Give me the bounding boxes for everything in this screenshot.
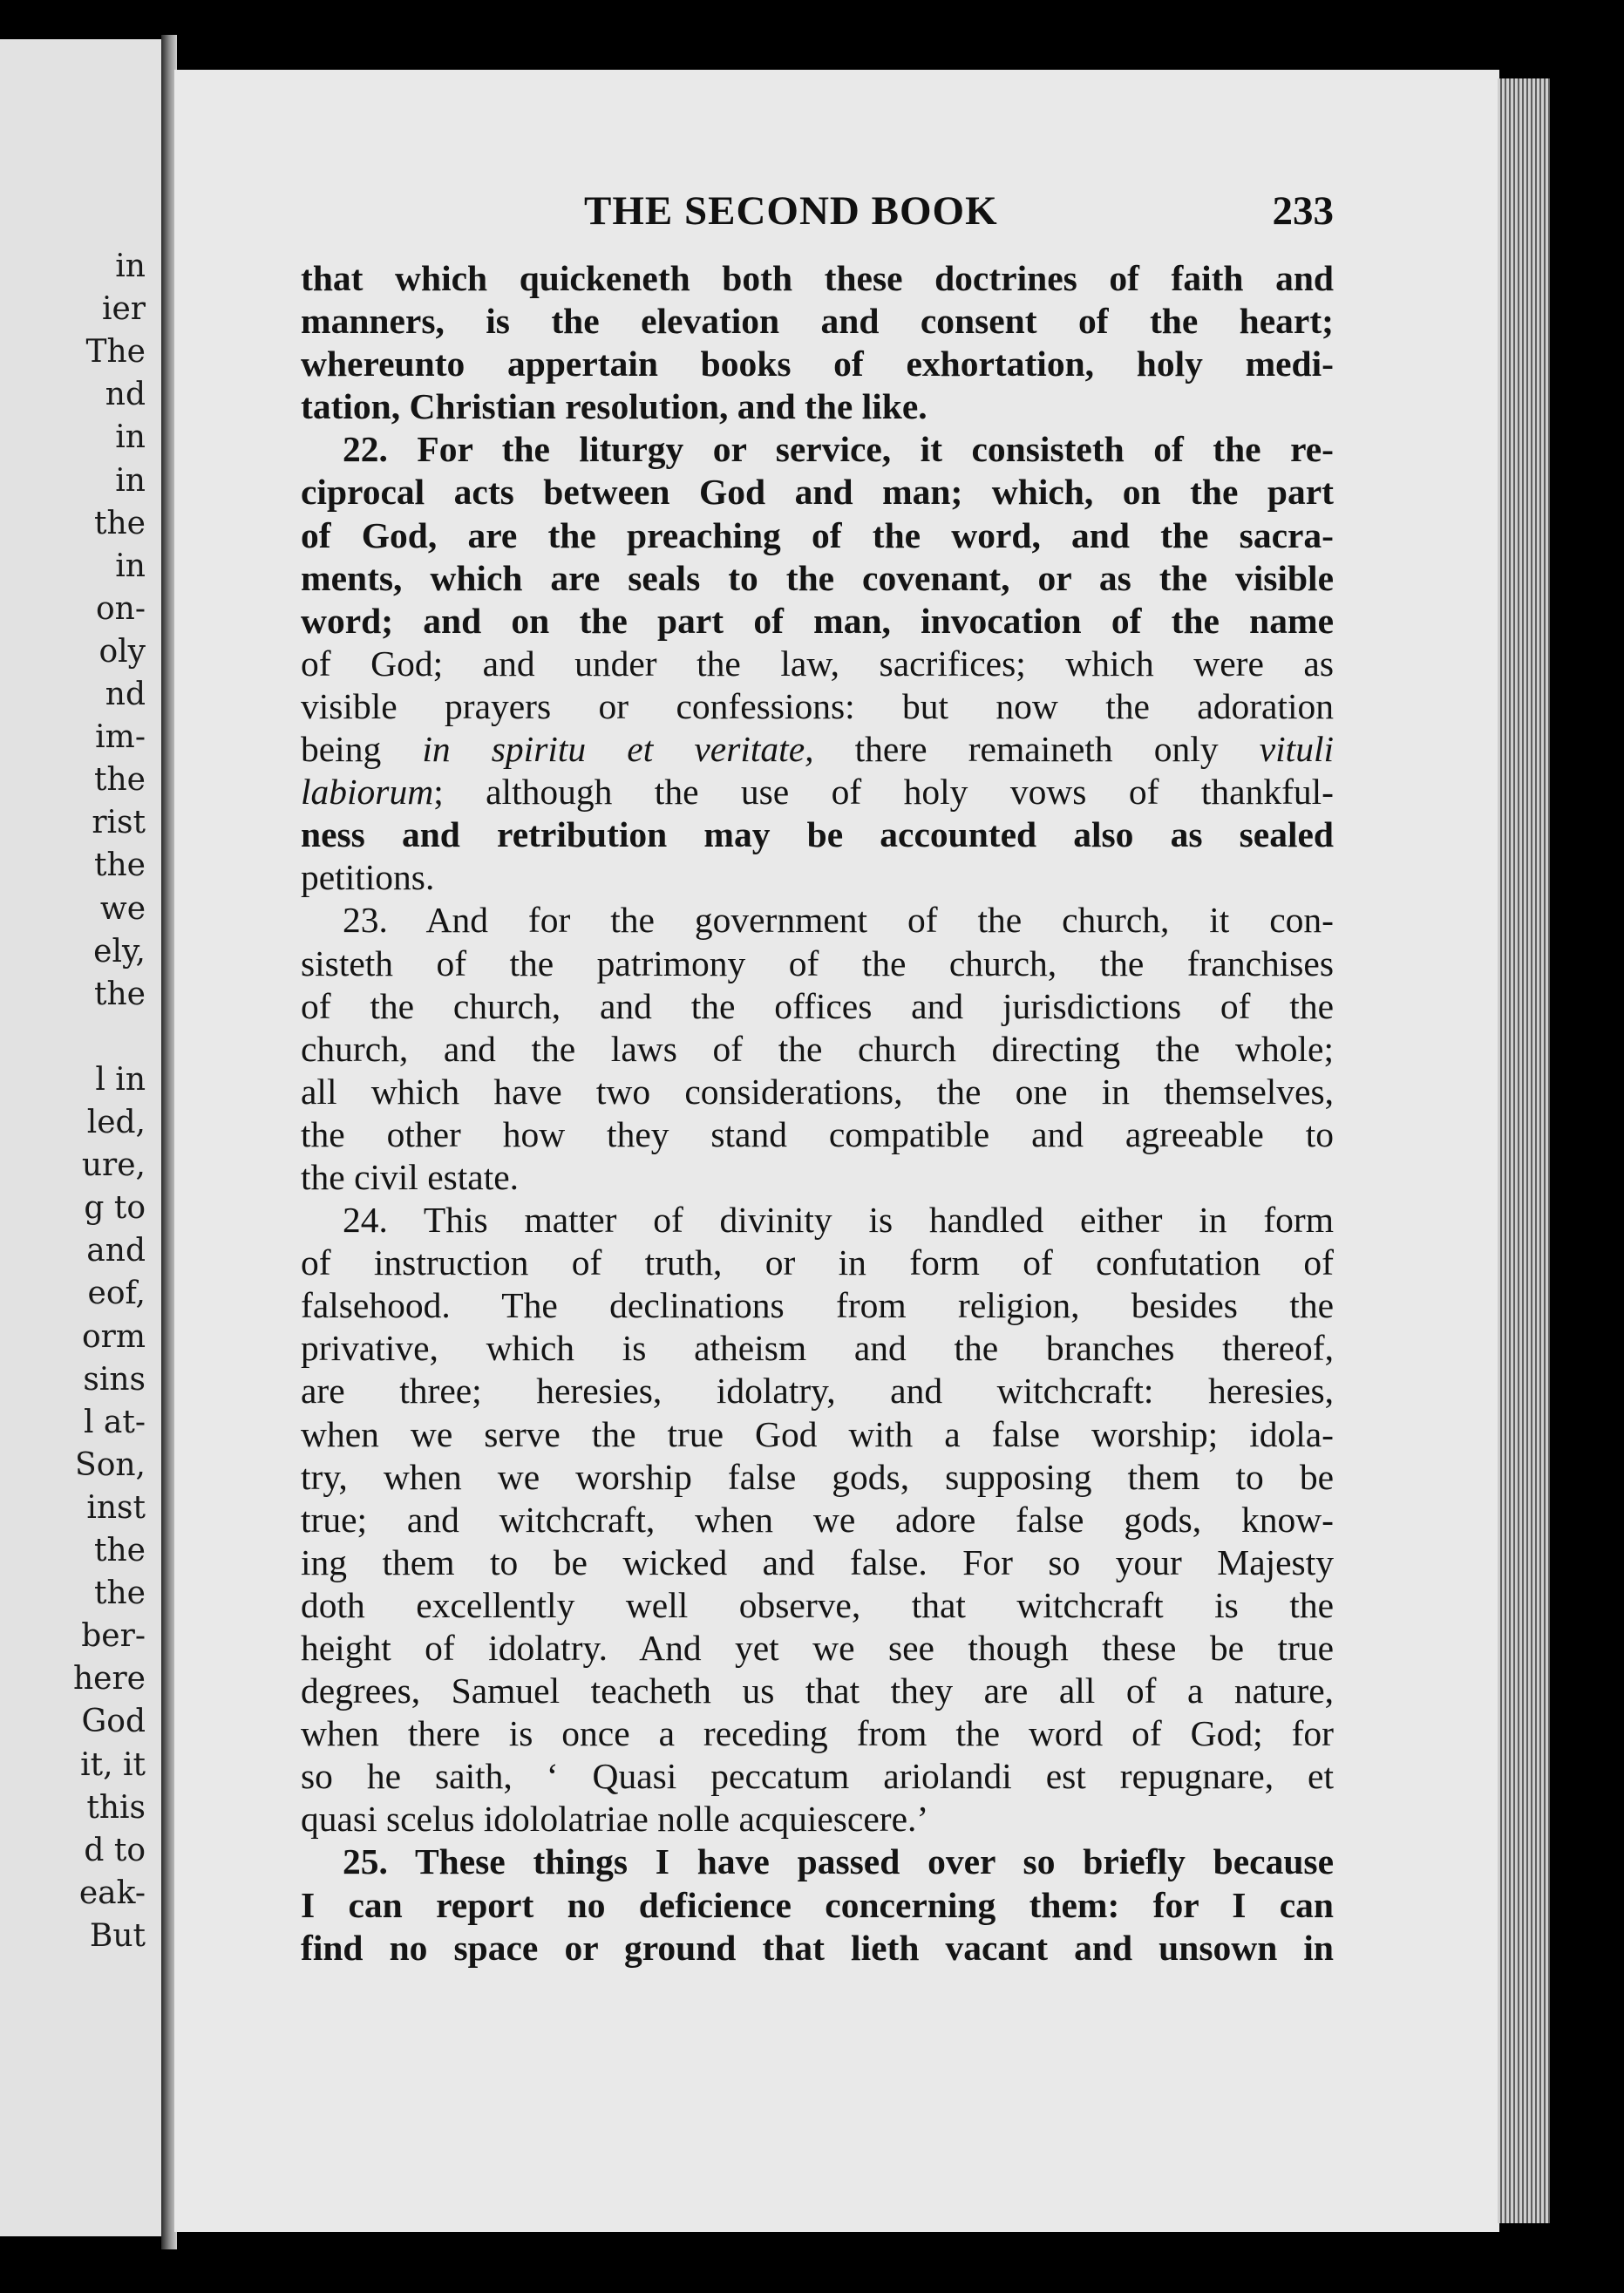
previous-page-line: the xyxy=(94,1575,146,1612)
italic-phrase: vituli xyxy=(1259,729,1335,770)
text-run: ; although the use of holy vows of thankful- xyxy=(433,772,1334,813)
previous-page-line: and xyxy=(86,1233,146,1269)
previous-page-line: eof, xyxy=(87,1276,146,1312)
text-line: quasi scelus idololatriae nolle acquiescere.’ xyxy=(301,1799,929,1840)
text-line: the other how they stand compatible and agreeable to xyxy=(301,1113,1334,1154)
previous-page-line: the xyxy=(94,1533,146,1568)
text-line xyxy=(301,728,1334,771)
text-line: ing them to be wicked and false. For so your Majesty xyxy=(301,1541,1334,1582)
text-line: ness and retribution may be accounted also as sealed xyxy=(301,814,1334,855)
body-text xyxy=(301,257,1334,1970)
previous-page-line: here xyxy=(72,1661,146,1698)
previous-page-line: on- xyxy=(95,590,146,627)
page-header xyxy=(296,187,1334,240)
previous-page-line: d to xyxy=(84,1832,146,1868)
previous-page-line: the xyxy=(94,847,146,884)
previous-page-line: led, xyxy=(86,1105,146,1140)
previous-page-line: the xyxy=(94,976,146,1012)
text-line: try, when we worship false gods, supposing them to be xyxy=(301,1456,1334,1497)
text-line: 25. These things I have passed over so briefly because xyxy=(343,1841,1334,1882)
text-line: true; and witchcraft, when we adore false gods, know- xyxy=(301,1499,1334,1540)
previous-page-line: eak- xyxy=(78,1875,146,1911)
previous-page-line: sins xyxy=(83,1361,146,1398)
previous-page-line: g to xyxy=(84,1190,146,1227)
text-line: all which have two considerations, the one in themselves, xyxy=(301,1071,1334,1112)
text-line: are three; heresies, idolatry, and witchcraft: heresies, xyxy=(301,1371,1334,1412)
text-line: ciprocal acts between God and man; which, on the part xyxy=(301,472,1334,513)
text-line: height of idolatry. And yet we see though these be true xyxy=(301,1628,1334,1668)
previous-page-line: l at- xyxy=(83,1404,146,1440)
italic-phrase: in spiritu et veritate, xyxy=(422,729,814,770)
previous-page-line: ure, xyxy=(81,1147,146,1184)
text-line: manners, is the elevation and consent of the heart; xyxy=(301,301,1334,342)
text-run: being xyxy=(301,729,423,770)
text-line: I can report no deficience concerning them: for I can xyxy=(301,1884,1334,1925)
text-line: 24. This matter of divinity is handled either in form xyxy=(343,1200,1334,1241)
previous-page-line: nd xyxy=(105,677,146,712)
text-line: that which quickeneth both these doctrines of faith and xyxy=(301,258,1334,298)
previous-page-line: im- xyxy=(95,719,146,756)
previous-page-line: the xyxy=(94,762,146,799)
previous-page-line: in xyxy=(115,548,146,584)
page-edges xyxy=(1498,78,1550,2223)
text-line: ments, which are seals to the covenant, or as the visible xyxy=(301,557,1334,598)
italic-phrase: labiorum xyxy=(301,772,434,813)
previous-page-line: we xyxy=(99,890,146,927)
text-line: 22. For the liturgy or service, it consisteth of the re- xyxy=(343,429,1334,470)
text-line: word; and on the part of man, invocation of the name xyxy=(301,600,1334,641)
previous-page-line: God xyxy=(81,1704,146,1740)
previous-page-line: l in xyxy=(95,1061,146,1098)
text-line: tation, Christian resolution, and the like. xyxy=(301,386,928,427)
page-number: 233 xyxy=(1272,188,1334,234)
previous-page-line: The xyxy=(85,334,146,371)
previous-page-line: it, it xyxy=(80,1746,146,1783)
text-line: of God, are the preaching of the word, and the sacra- xyxy=(301,514,1334,555)
text-line: privative, which is atheism and the branches thereof, xyxy=(301,1328,1334,1369)
running-title: THE SECOND BOOK xyxy=(584,188,998,234)
text-line: degrees, Samuel teacheth us that they are all of a nature, xyxy=(301,1670,1334,1711)
text-line: when there is once a receding from the word of God; for xyxy=(301,1713,1334,1754)
previous-page-line: ier xyxy=(101,291,146,328)
previous-page-line: in xyxy=(115,462,146,499)
previous-page-line: nd xyxy=(105,377,146,413)
previous-page-fragment xyxy=(0,39,166,2236)
text-line: find no space or ground that lieth vacant and unsown in xyxy=(301,1927,1334,1968)
text-line: so he saith, ‘ Quasi peccatum ariolandi est repugnare, et xyxy=(301,1756,1334,1797)
text-line: doth excellently well observe, that witchcraft is the xyxy=(301,1584,1334,1625)
text-line: of God; and under the law, sacrifices; which were as xyxy=(301,643,1334,684)
text-line: petitions. xyxy=(301,857,435,898)
previous-page-line: rist xyxy=(92,805,146,841)
text-line: of the church, and the offices and jurisdictions of the xyxy=(301,985,1334,1026)
previous-page-line: the xyxy=(94,505,146,541)
previous-page-line: orm xyxy=(81,1318,146,1355)
text-line: the civil estate. xyxy=(301,1156,520,1197)
previous-page-line: ely, xyxy=(93,933,146,970)
text-line: falsehood. The declinations from religion, besides the xyxy=(301,1285,1334,1326)
text-line: 23. And for the government of the church, it con- xyxy=(343,900,1334,941)
previous-page-line: But xyxy=(89,1917,146,1954)
previous-page-line: this xyxy=(86,1789,146,1826)
text-line: of instruction of truth, or in form of confutation of xyxy=(301,1242,1334,1283)
text-line: sisteth of the patrimony of the church, the franchises xyxy=(301,942,1334,983)
text-line: whereunto appertain books of exhortation, holy medi- xyxy=(301,344,1334,384)
text-line xyxy=(301,771,1334,813)
text-line: when we serve the true God with a false worship; idola- xyxy=(301,1413,1334,1454)
previous-page-line: inst xyxy=(86,1489,146,1526)
previous-page-line: in xyxy=(115,419,146,456)
previous-page-line: oly xyxy=(99,633,146,670)
previous-page-line: in xyxy=(115,248,146,284)
text-line: visible prayers or confessions: but now the adoration xyxy=(301,685,1334,726)
previous-page-line: ber- xyxy=(81,1618,146,1655)
text-line: church, and the laws of the church directing the whole; xyxy=(301,1028,1334,1069)
previous-page-line: Son, xyxy=(75,1446,146,1483)
text-run: there remaineth only xyxy=(813,729,1260,770)
